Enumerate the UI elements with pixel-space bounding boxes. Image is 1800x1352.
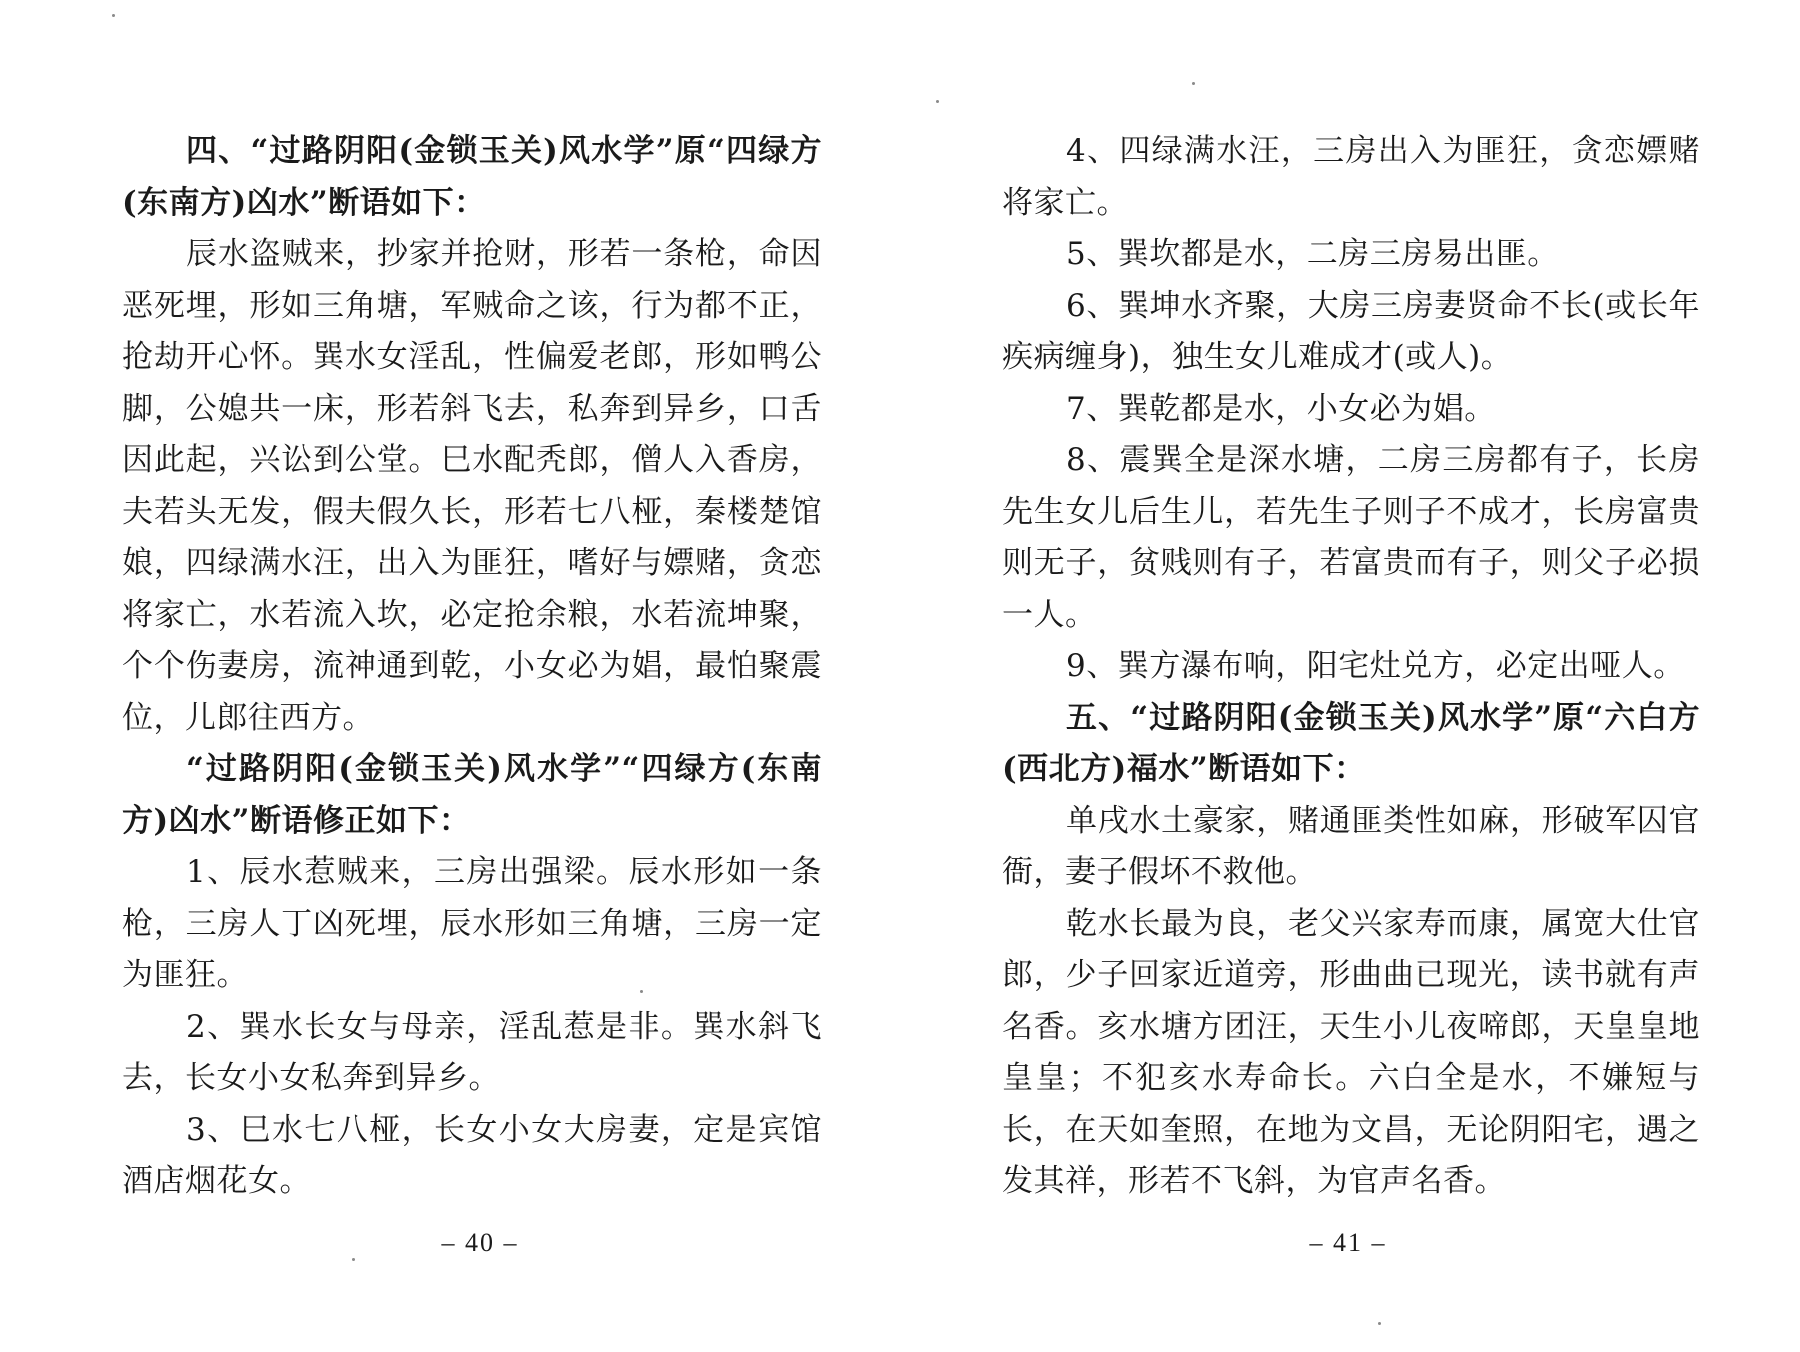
paragraph: 乾水长最为良，老父兴家寿而康，属宽大仕官郎，少子回家近道旁，形曲曲已现光，读书就有声名香。亥水塘方团汪，天生小儿夜啼郎，天皇皇地皇皇；不犯亥水寿命长。六白全是水，不嫌短与长，在天如奎照，在地为文昌，无论阴阳宅，遇之发其祥，形若不飞斜，为官声名香。 xyxy=(1002,905,1700,1199)
scan-speck xyxy=(352,1258,355,1261)
section-heading: “过路阴阳(金锁玉关)风水学”“四绿方(东南方)凶水”断语修正如下： xyxy=(122,751,822,839)
paragraph: 8、震巽全是深水塘，二房三房都有子，长房先生女儿后生儿，若先生子则子不成才，长房富贵则无子，贫贱则有子，若富贵而有子，则父子必损一人。 xyxy=(1002,442,1700,633)
scan-speck xyxy=(112,14,115,17)
paragraph: 7、巽乾都是水，小女必为娼。 xyxy=(1066,390,1496,427)
right-page xyxy=(1002,126,1700,1208)
page-number: – 41 – xyxy=(1309,1228,1387,1257)
paragraph: 9、巽方瀑布响，阳宅灶兑方，必定出哑人。 xyxy=(1066,648,1685,684)
scan-speck xyxy=(936,100,939,103)
paragraph: 5、巽坎都是水，二房三房易出匪。 xyxy=(1066,236,1559,272)
paragraph: 单戌水土豪家，赌通匪类性如麻，形破军囚官衙，妻子假坏不救他。 xyxy=(1002,802,1700,890)
paragraph: 1、辰水惹贼来，三房出强梁。辰水形如一条枪，三房人丁凶死埋，辰水形如三角塘，三房一定为匪狂。 xyxy=(122,854,822,993)
section-heading: 五、“过路阴阳(金锁玉关)风水学”原“六白方(西北方)福水”断语如下： xyxy=(1002,699,1700,787)
paragraph: 3、巳水七八桠，长女小女大房妻，定是宾馆酒店烟花女。 xyxy=(122,1111,822,1199)
section-heading: 四、“过路阴阳(金锁玉关)风水学”原“四绿方(东南方)凶水”断语如下： xyxy=(122,133,822,221)
paragraph: 辰水盗贼来，抄家并抢财，形若一条枪，命因恶死埋，形如三角塘，军贼命之该，行为都不正，抢劫开心怀。巽水女淫乱，性偏爱老郎，形如鸭公脚，公媳共一床，形若斜飞去，私奔到异乡，口舌因此起，兴讼到公堂。巳水配秃郎，僧人入香房，夫若头无发，假夫假久长，形若七八桠，秦楼楚馆娘，四绿满水汪，出入为匪狂，嗜好与嫖赌，贪恋将家亡，水若流入坎，必定抢余粮，水若流坤聚，个个伤妻房，流神通到乾，小女必为娼，最怕聚震位，儿郎往西方。 xyxy=(122,236,822,736)
page-number: – 40 – xyxy=(441,1228,519,1257)
scan-speck xyxy=(1192,82,1195,85)
paragraph: 4、四绿满水汪，三房出入为匪狂，贪恋嫖赌将家亡。 xyxy=(1002,133,1700,221)
scan-speck xyxy=(640,990,643,993)
left-page xyxy=(122,126,822,1208)
scan-speck xyxy=(1378,1322,1381,1325)
paragraph: 2、巽水长女与母亲，淫乱惹是非。巽水斜飞去，长女小女私奔到异乡。 xyxy=(122,1008,822,1096)
paragraph: 6、巽坤水齐聚，大房三房妻贤命不长(或长年疾病缠身)，独生女儿难成才(或人)。 xyxy=(1002,287,1700,375)
